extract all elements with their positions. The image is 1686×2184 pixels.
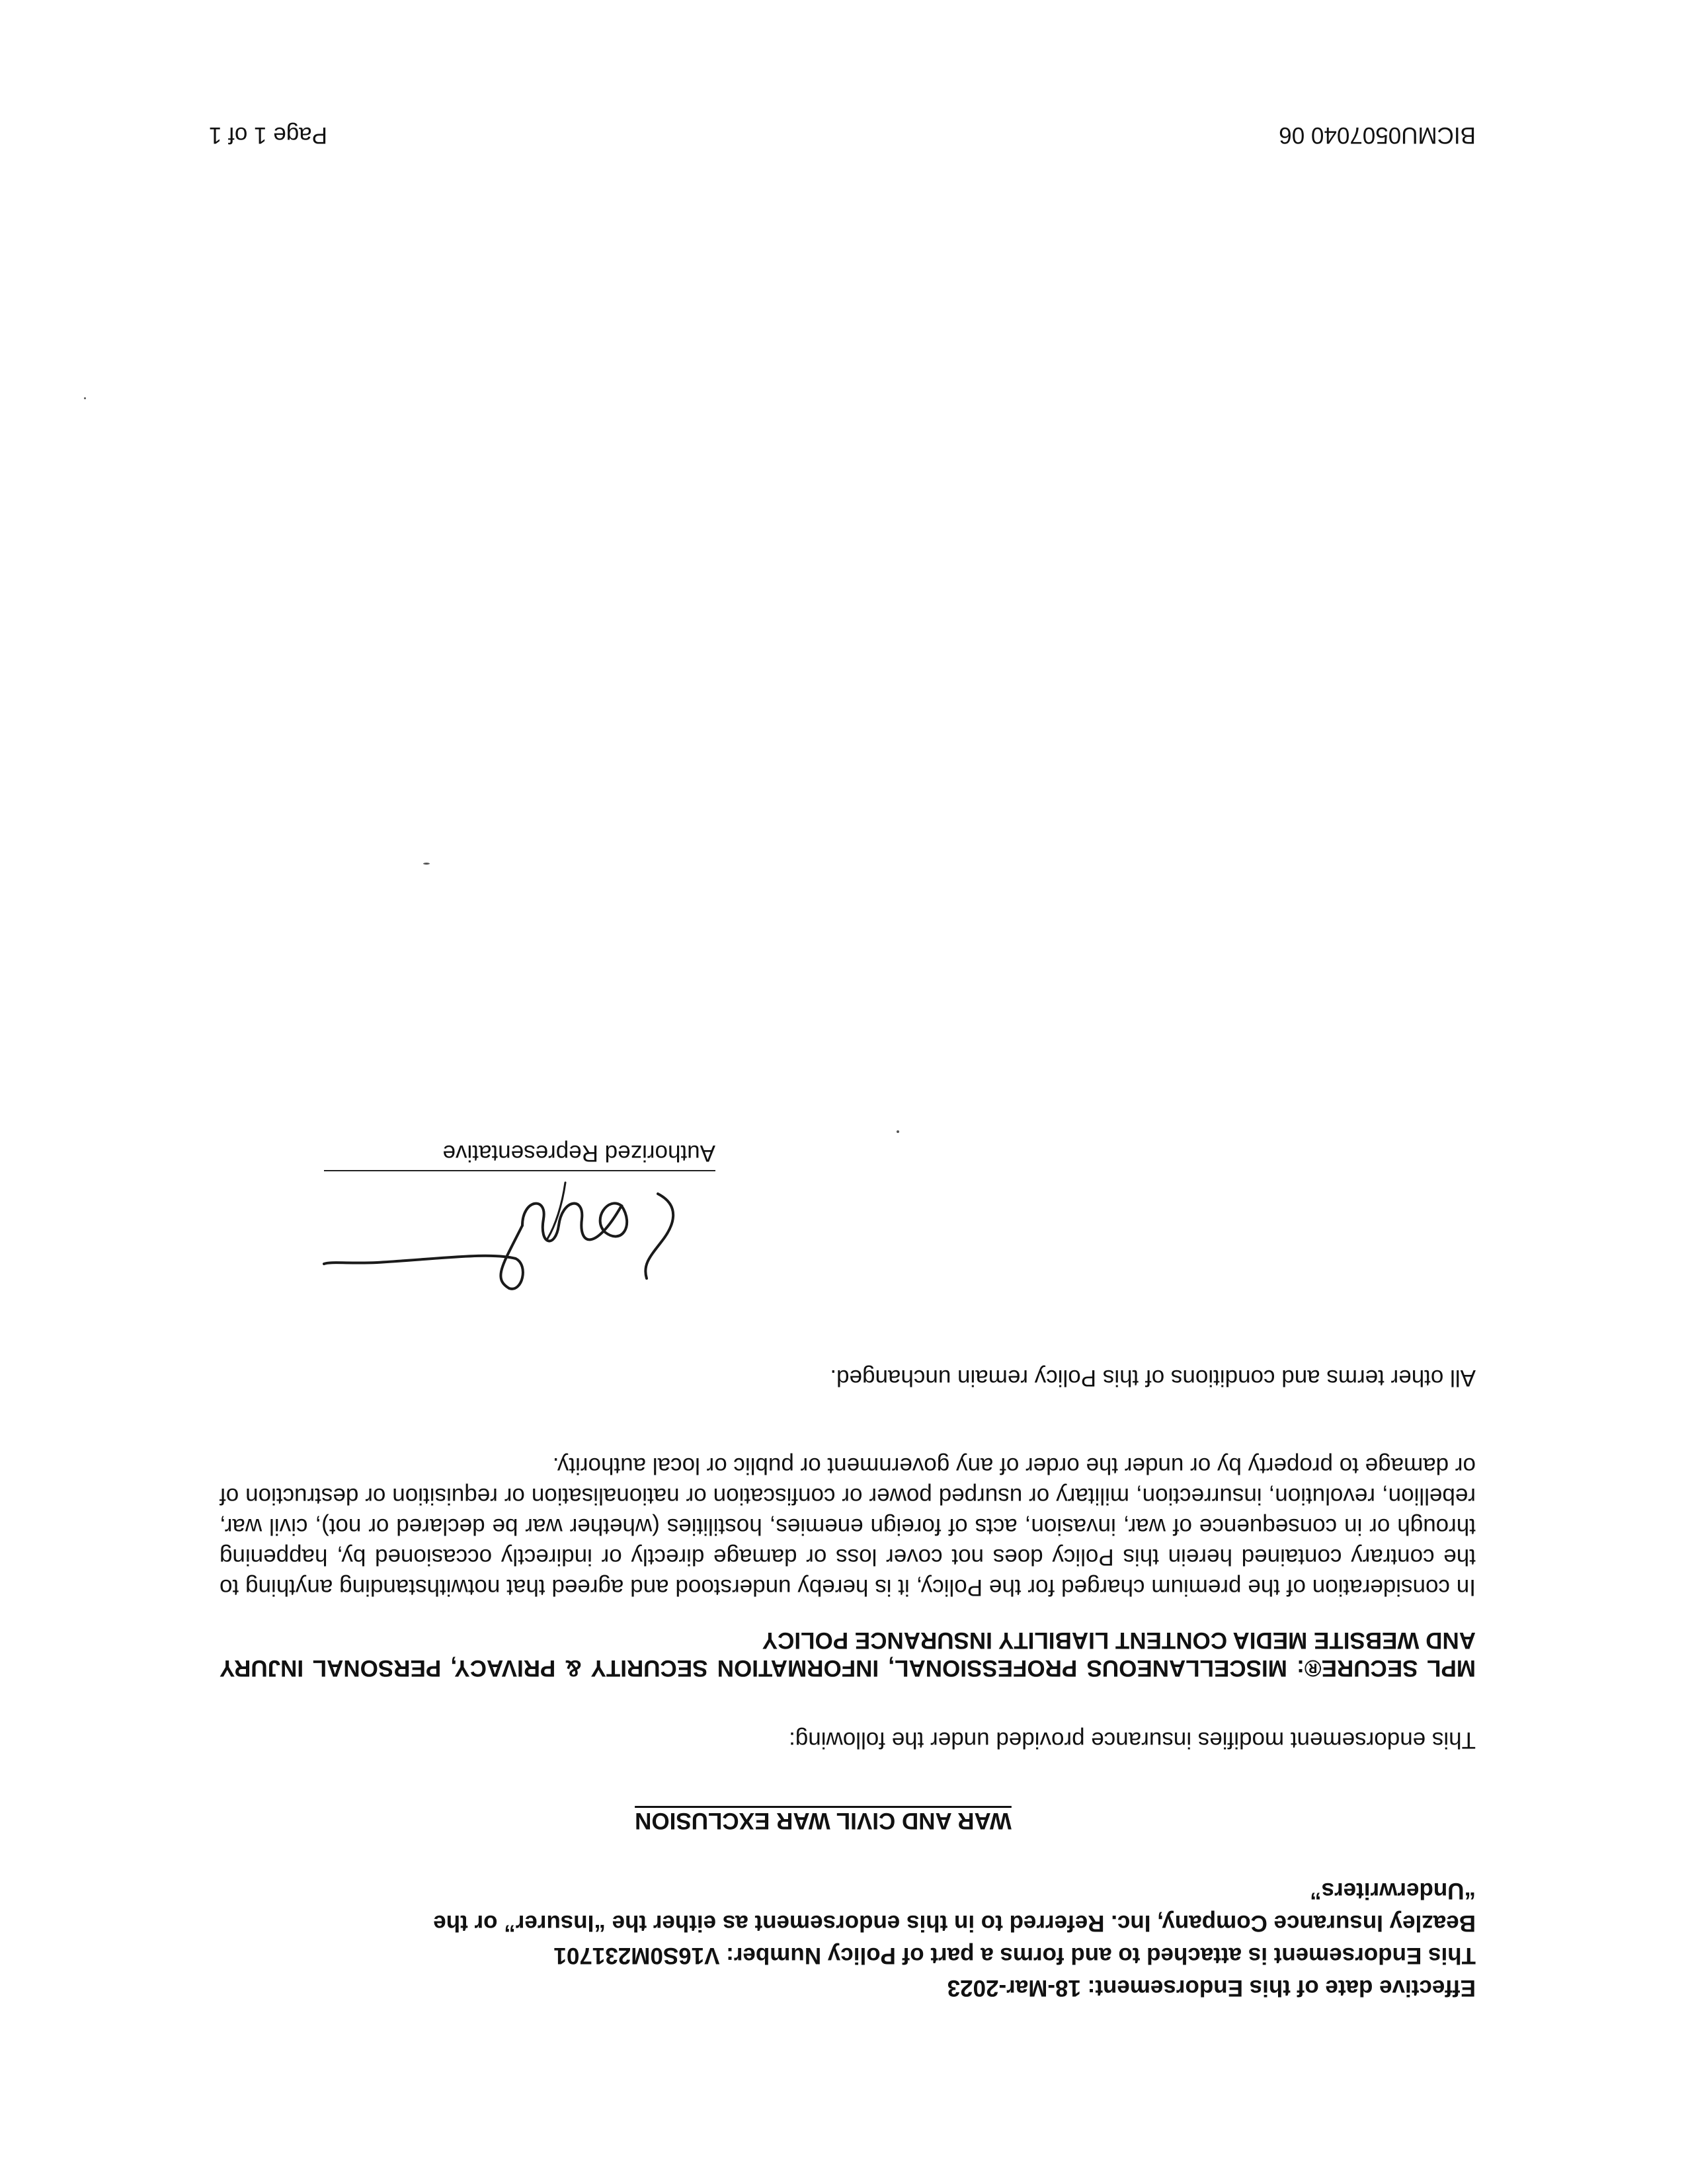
endorsement-header [220, 1875, 1476, 2004]
exclusion-paragraph: In consideration of the premium charged for the Policy, it is hereby understood and agreed that notwithstanding anything to the contrary contained herein this Policy does not cover loss or damage directly or indirectly occasioned by, happening through or in consequence of war, invasion, acts of foreign enemies, hostilities (whether war be declared or not), civil war, rebellion, revolution, insurrection, military or usurped power or confiscation or nationalisation or requisition or destruction of or damage to property by or under the order of any government or public or local authority. [220, 1453, 1476, 1600]
endorsement-title-wrap [0, 1807, 1686, 1834]
policy-number-line: This Endorsement is attached to and forms a part of Policy Number: V16S0M231701 [553, 1943, 1476, 1969]
closing-statement: All other terms and conditions of this Policy remain unchanged. [830, 1365, 1476, 1391]
insurer-line: Beazley Insurance Company, Inc. Referred to in this endorsement as either the “Insurer” or the [433, 1910, 1476, 1936]
modifies-statement: This endorsement modifies insurance provided under the following: [789, 1727, 1476, 1753]
scan-speck [423, 863, 430, 865]
scan-speck [897, 1130, 899, 1133]
handwritten-signature [311, 1173, 721, 1305]
endorsement-title: WAR AND CIVIL WAR EXCLUSION [635, 1808, 1012, 1834]
form-code: BICMU0507040 06 [1279, 122, 1476, 148]
signature-label: Authorized Representative [442, 1140, 715, 1166]
underwriters-line: “Underwriters” [1310, 1878, 1476, 1904]
scan-speck [84, 397, 86, 399]
signature-line [324, 1170, 715, 1171]
policy-name: MPL SECURE®: MISCELLANEOUS PROFESSIONAL, INFORMATION SECURITY & PRIVACY, PERSONAL INJURY AND WEBSITE MEDIA CONTENT LIABILITY INSURANCE POLICY [220, 1627, 1476, 1681]
page-number: Page 1 of 1 [208, 122, 327, 148]
effective-date: Effective date of this Endorsement: 18-Mar-2023 [947, 1975, 1476, 2001]
